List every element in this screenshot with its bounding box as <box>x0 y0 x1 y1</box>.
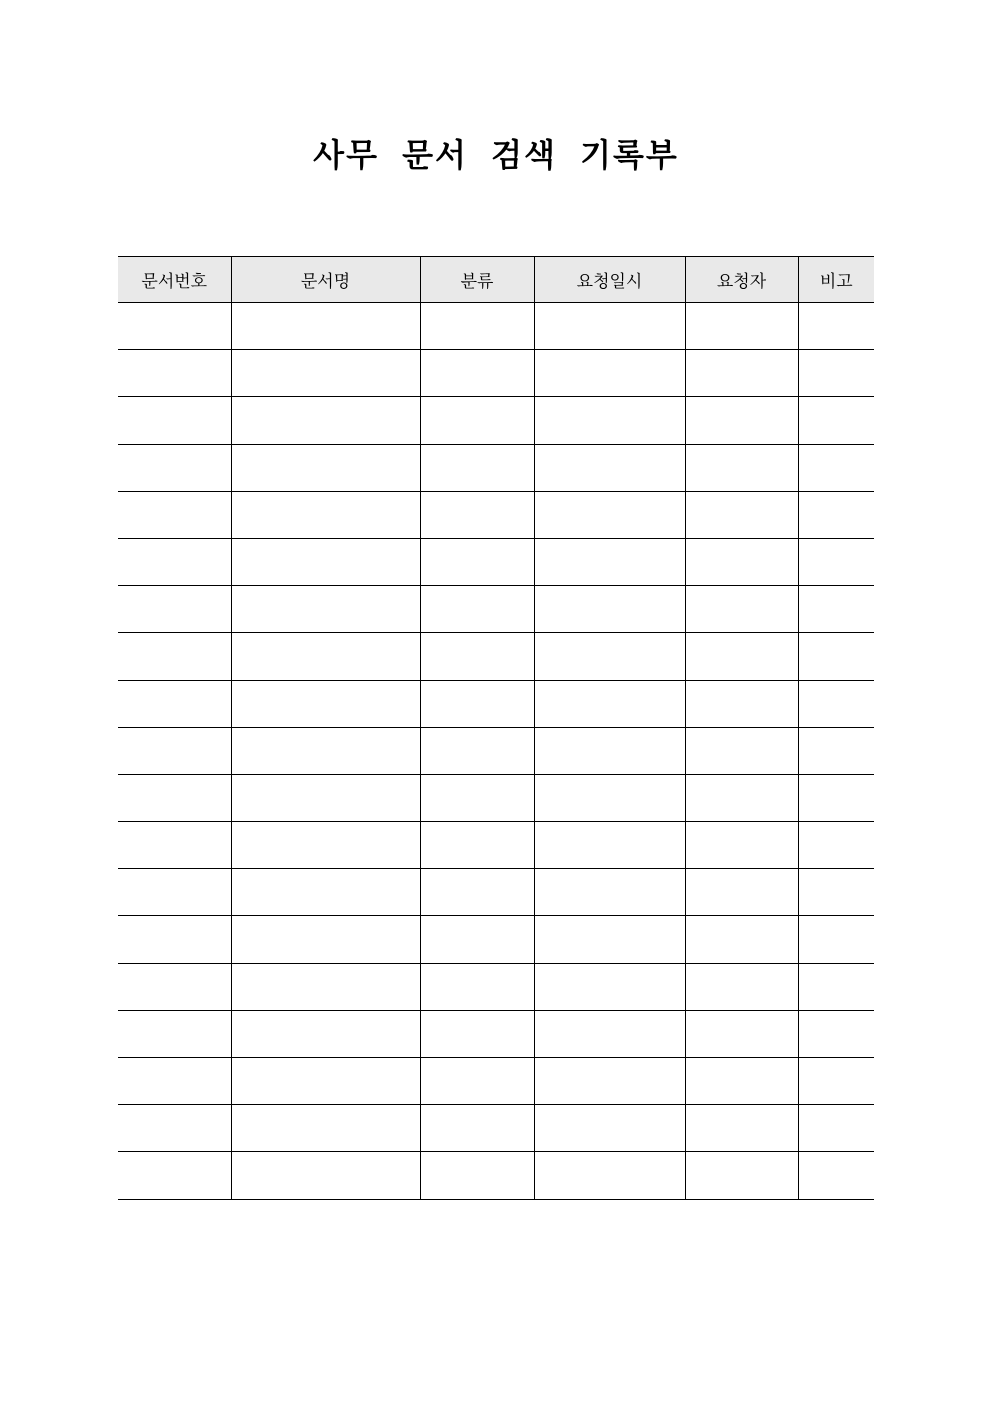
doc-number-cell[interactable] <box>118 491 231 538</box>
request-datetime-cell[interactable] <box>534 869 685 916</box>
remarks-cell[interactable] <box>798 963 874 1010</box>
doc-name-cell[interactable] <box>231 1152 420 1199</box>
request-datetime-cell[interactable] <box>534 538 685 585</box>
doc-number-cell[interactable] <box>118 1152 231 1199</box>
column-header-doc-number: 문서번호 <box>118 257 231 303</box>
remarks-cell[interactable] <box>798 444 874 491</box>
doc-name-cell[interactable] <box>231 586 420 633</box>
doc-name-cell[interactable] <box>231 1010 420 1057</box>
category-cell[interactable] <box>420 1152 534 1199</box>
doc-number-cell[interactable] <box>118 774 231 821</box>
remarks-cell[interactable] <box>798 586 874 633</box>
category-cell[interactable] <box>420 1010 534 1057</box>
search-log-table <box>118 256 874 1200</box>
table-row <box>118 491 874 538</box>
remarks-cell[interactable] <box>798 916 874 963</box>
category-cell[interactable] <box>420 538 534 585</box>
remarks-cell[interactable] <box>798 727 874 774</box>
doc-name-cell[interactable] <box>231 303 420 350</box>
table-row <box>118 822 874 869</box>
remarks-cell[interactable] <box>798 869 874 916</box>
request-datetime-cell[interactable] <box>534 916 685 963</box>
request-datetime-cell[interactable] <box>534 822 685 869</box>
category-cell[interactable] <box>420 727 534 774</box>
remarks-cell[interactable] <box>798 350 874 397</box>
request-datetime-cell[interactable] <box>534 1152 685 1199</box>
request-datetime-cell[interactable] <box>534 586 685 633</box>
doc-number-cell[interactable] <box>118 444 231 491</box>
doc-name-cell[interactable] <box>231 350 420 397</box>
doc-name-cell[interactable] <box>231 916 420 963</box>
doc-number-cell[interactable] <box>118 538 231 585</box>
category-cell[interactable] <box>420 303 534 350</box>
table-row <box>118 916 874 963</box>
requester-cell[interactable] <box>685 822 798 869</box>
doc-number-cell[interactable] <box>118 916 231 963</box>
remarks-cell[interactable] <box>798 680 874 727</box>
table-row <box>118 397 874 444</box>
doc-number-cell[interactable] <box>118 680 231 727</box>
table-row <box>118 680 874 727</box>
doc-number-cell[interactable] <box>118 303 231 350</box>
requester-cell[interactable] <box>685 963 798 1010</box>
requester-cell[interactable] <box>685 350 798 397</box>
category-cell[interactable] <box>420 822 534 869</box>
remarks-cell[interactable] <box>798 822 874 869</box>
requester-cell[interactable] <box>685 397 798 444</box>
request-datetime-cell[interactable] <box>534 727 685 774</box>
request-datetime-cell[interactable] <box>534 303 685 350</box>
column-header-request-datetime: 요청일시 <box>534 257 685 303</box>
document-title: 사무 문서 검색 기록부 <box>313 136 679 174</box>
table-row <box>118 727 874 774</box>
requester-cell[interactable] <box>685 538 798 585</box>
requester-cell[interactable] <box>685 1010 798 1057</box>
category-cell[interactable] <box>420 633 534 680</box>
doc-name-cell[interactable] <box>231 633 420 680</box>
header-row <box>118 257 874 303</box>
table-row <box>118 1152 874 1199</box>
table-row <box>118 538 874 585</box>
table-row <box>118 869 874 916</box>
requester-cell[interactable] <box>685 727 798 774</box>
doc-name-cell[interactable] <box>231 538 420 585</box>
category-cell[interactable] <box>420 869 534 916</box>
column-header-doc-name: 문서명 <box>231 257 420 303</box>
table-row <box>118 1058 874 1105</box>
doc-name-cell[interactable] <box>231 727 420 774</box>
requester-cell[interactable] <box>685 869 798 916</box>
doc-name-cell[interactable] <box>231 869 420 916</box>
category-cell[interactable] <box>420 1105 534 1152</box>
doc-name-cell[interactable] <box>231 1058 420 1105</box>
request-datetime-cell[interactable] <box>534 491 685 538</box>
doc-number-cell[interactable] <box>118 963 231 1010</box>
doc-name-cell[interactable] <box>231 444 420 491</box>
category-cell[interactable] <box>420 916 534 963</box>
requester-cell[interactable] <box>685 1058 798 1105</box>
requester-cell[interactable] <box>685 586 798 633</box>
column-header-remarks: 비고 <box>798 257 874 303</box>
request-datetime-cell[interactable] <box>534 680 685 727</box>
remarks-cell[interactable] <box>798 1105 874 1152</box>
table-row <box>118 633 874 680</box>
category-cell[interactable] <box>420 444 534 491</box>
request-datetime-cell[interactable] <box>534 1105 685 1152</box>
request-datetime-cell[interactable] <box>534 633 685 680</box>
remarks-cell[interactable] <box>798 774 874 821</box>
request-datetime-cell[interactable] <box>534 444 685 491</box>
request-datetime-cell[interactable] <box>534 1058 685 1105</box>
requester-cell[interactable] <box>685 633 798 680</box>
table-row <box>118 444 874 491</box>
requester-cell[interactable] <box>685 774 798 821</box>
remarks-cell[interactable] <box>798 1010 874 1057</box>
remarks-cell[interactable] <box>798 1152 874 1199</box>
doc-number-cell[interactable] <box>118 1105 231 1152</box>
requester-cell[interactable] <box>685 680 798 727</box>
category-cell[interactable] <box>420 963 534 1010</box>
column-header-requester: 요청자 <box>685 257 798 303</box>
table-row <box>118 586 874 633</box>
doc-name-cell[interactable] <box>231 1105 420 1152</box>
category-cell[interactable] <box>420 586 534 633</box>
column-header-category: 분류 <box>420 257 534 303</box>
requester-cell[interactable] <box>685 1105 798 1152</box>
request-datetime-cell[interactable] <box>534 397 685 444</box>
doc-number-cell[interactable] <box>118 633 231 680</box>
doc-number-cell[interactable] <box>118 869 231 916</box>
remarks-cell[interactable] <box>798 397 874 444</box>
category-cell[interactable] <box>420 774 534 821</box>
doc-name-cell[interactable] <box>231 963 420 1010</box>
request-datetime-cell[interactable] <box>534 1010 685 1057</box>
doc-name-cell[interactable] <box>231 397 420 444</box>
requester-cell[interactable] <box>685 444 798 491</box>
doc-name-cell[interactable] <box>231 491 420 538</box>
doc-number-cell[interactable] <box>118 586 231 633</box>
doc-name-cell[interactable] <box>231 774 420 821</box>
category-cell[interactable] <box>420 1058 534 1105</box>
requester-cell[interactable] <box>685 303 798 350</box>
table-header <box>118 257 874 303</box>
remarks-cell[interactable] <box>798 303 874 350</box>
doc-number-cell[interactable] <box>118 350 231 397</box>
doc-number-cell[interactable] <box>118 822 231 869</box>
table-row <box>118 1010 874 1057</box>
table-row <box>118 774 874 821</box>
request-datetime-cell[interactable] <box>534 350 685 397</box>
category-cell[interactable] <box>420 397 534 444</box>
request-datetime-cell[interactable] <box>534 963 685 1010</box>
remarks-cell[interactable] <box>798 633 874 680</box>
doc-number-cell[interactable] <box>118 727 231 774</box>
doc-name-cell[interactable] <box>231 680 420 727</box>
doc-number-cell[interactable] <box>118 397 231 444</box>
table-row <box>118 350 874 397</box>
request-datetime-cell[interactable] <box>534 774 685 821</box>
category-cell[interactable] <box>420 350 534 397</box>
requester-cell[interactable] <box>685 491 798 538</box>
doc-name-cell[interactable] <box>231 822 420 869</box>
requester-cell[interactable] <box>685 1152 798 1199</box>
table-row <box>118 1105 874 1152</box>
table-row <box>118 963 874 1010</box>
doc-number-cell[interactable] <box>118 1010 231 1057</box>
remarks-cell[interactable] <box>798 1058 874 1105</box>
remarks-cell[interactable] <box>798 538 874 585</box>
category-cell[interactable] <box>420 491 534 538</box>
table-row <box>118 303 874 350</box>
category-cell[interactable] <box>420 680 534 727</box>
requester-cell[interactable] <box>685 916 798 963</box>
table-body <box>118 303 874 1200</box>
remarks-cell[interactable] <box>798 491 874 538</box>
doc-number-cell[interactable] <box>118 1058 231 1105</box>
